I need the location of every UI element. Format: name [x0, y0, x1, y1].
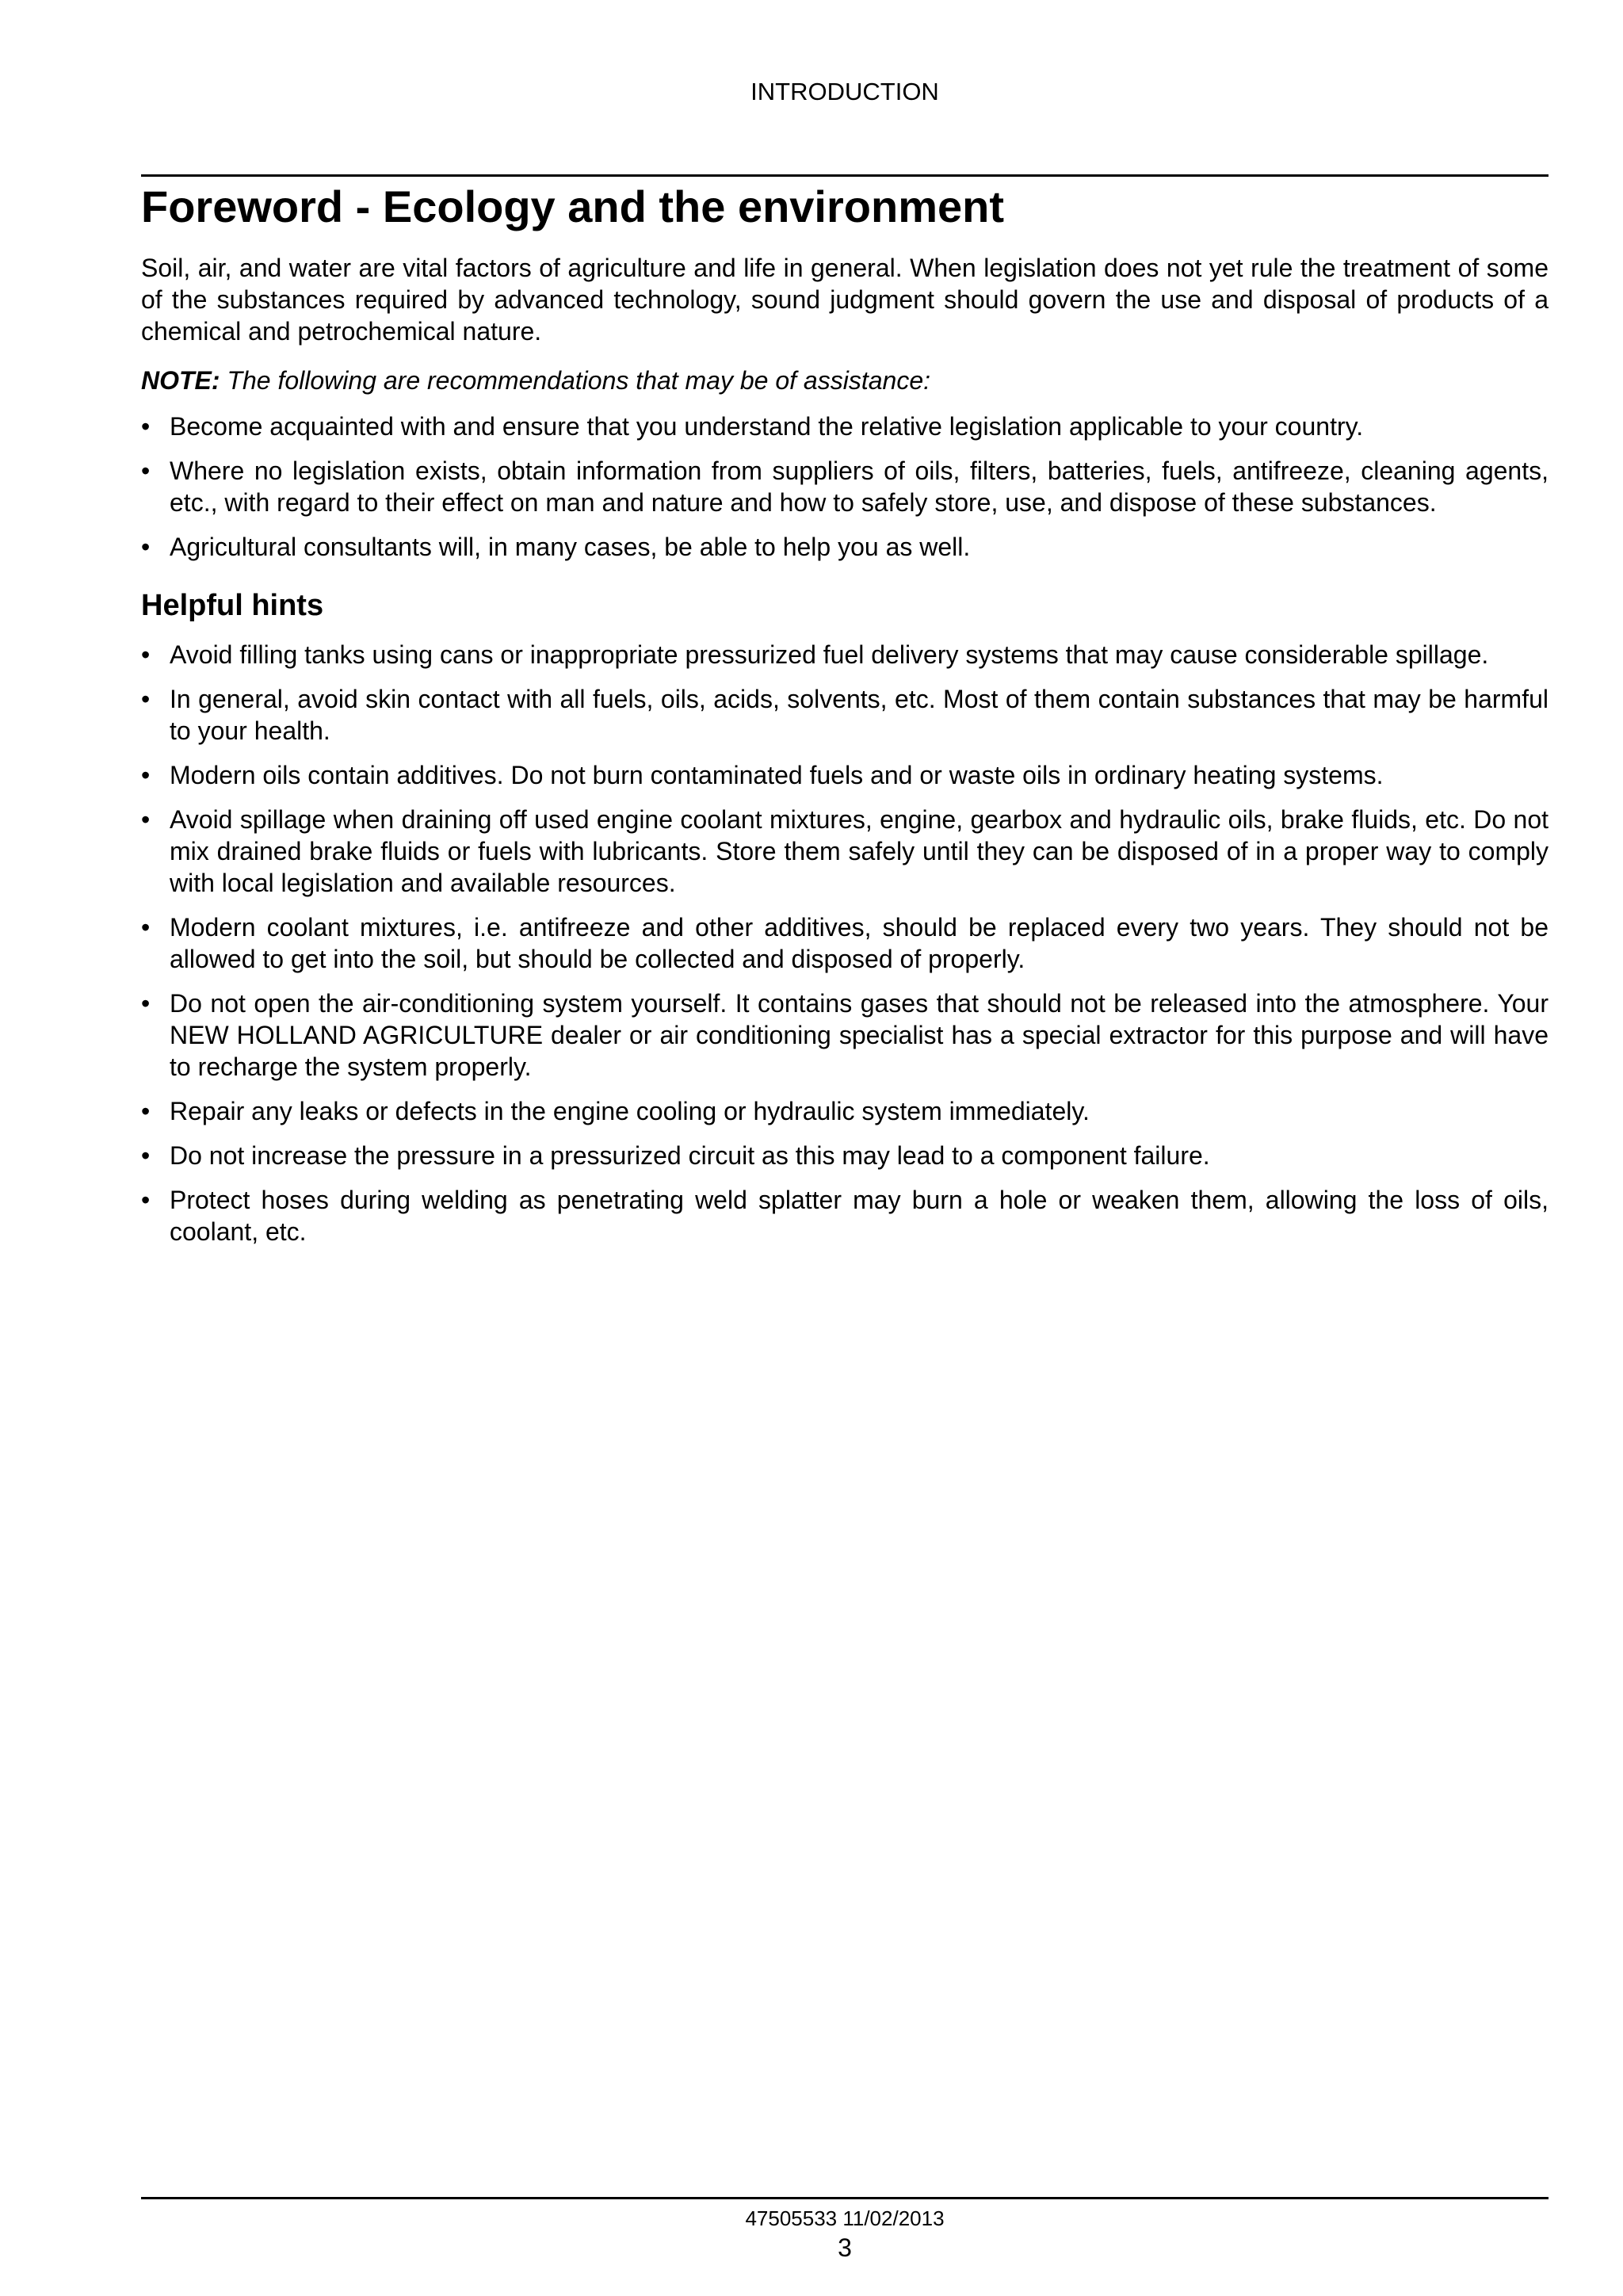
- list-item: [141, 639, 1549, 670]
- document-code: 47505533 11/02/2013: [745, 2206, 945, 2230]
- list-item: [141, 1184, 1549, 1247]
- main-content: [141, 179, 1549, 1260]
- bullet-icon: •: [141, 761, 151, 789]
- bullet-icon: •: [141, 640, 151, 669]
- list-item-text: In general, avoid skin contact with all fuels, oils, acids, solvents, etc. Most of them contain substances that may be harmful to your health.: [170, 685, 1549, 745]
- list-item-text: Protect hoses during welding as penetrating weld splatter may burn a hole or weaken them, allowing the loss of oils, coolant, etc.: [170, 1186, 1549, 1246]
- bullet-icon: •: [141, 457, 151, 485]
- bullet-icon: •: [141, 989, 151, 1018]
- list-item-text: Do not open the air-conditioning system yourself. It contains gases that should not be released into the atmosphere. Your NEW HOLLAND AGRICULTURE dealer or air conditioning specialist has a special extractor for this purpose and will have to recharge the system properly.: [170, 989, 1549, 1081]
- list-item-text: Where no legislation exists, obtain information from suppliers of oils, filters, batteries, fuels, antifreeze, cleaning agents, etc., with regard to their effect on man and nature and how to safely store, use, and dispose of these substances.: [170, 457, 1549, 517]
- list-item-text: Become acquainted with and ensure that you understand the relative legislation applicable to your country.: [170, 412, 1364, 441]
- list-item: [141, 1095, 1549, 1127]
- list-item: [141, 988, 1549, 1083]
- page-title: Foreword - Ecology and the environment: [141, 181, 1004, 231]
- list-item-text: Avoid filling tanks using cans or inappropriate pressurized fuel delivery systems that may cause considerable spillage.: [170, 640, 1489, 669]
- note-label: NOTE:: [141, 366, 220, 395]
- hints-list: [141, 639, 1549, 1247]
- document-page: [141, 0, 1549, 2296]
- list-item: [141, 455, 1549, 518]
- list-item-text: Modern coolant mixtures, i.e. antifreeze and other additives, should be replaced every two years. They should not be allowed to get into the soil, but should be collected and disposed of properly.: [170, 913, 1549, 973]
- note-paragraph: [141, 365, 1549, 396]
- bullet-icon: •: [141, 412, 151, 441]
- bullet-icon: •: [141, 805, 151, 834]
- page-number: 3: [838, 2233, 852, 2262]
- list-item: [141, 759, 1549, 791]
- bullet-icon: •: [141, 1186, 151, 1214]
- footer-divider: [141, 2197, 1549, 2199]
- list-item: [141, 683, 1549, 747]
- recommendations-list: [141, 411, 1549, 563]
- section-heading-helpful-hints: Helpful hints: [141, 589, 324, 622]
- list-item-text: Modern oils contain additives. Do not burn contaminated fuels and or waste oils in ordinary heating systems.: [170, 761, 1384, 789]
- list-item: [141, 531, 1549, 563]
- list-item-text: Avoid spillage when draining off used engine coolant mixtures, engine, gearbox and hydraulic oils, brake fluids, etc. Do not mix drained brake fluids or fuels with lubricants. Store them safely until they can be disposed of in a proper way to comply with local legislation and available resources.: [170, 805, 1549, 897]
- list-item: [141, 911, 1549, 975]
- list-item: [141, 1140, 1549, 1171]
- bullet-icon: •: [141, 685, 151, 713]
- bullet-icon: •: [141, 1141, 151, 1170]
- bullet-icon: •: [141, 533, 151, 561]
- list-item-text: Agricultural consultants will, in many cases, be able to help you as well.: [170, 533, 971, 561]
- list-item-text: Repair any leaks or defects in the engine cooling or hydraulic system immediately.: [170, 1097, 1090, 1125]
- list-item-text: Do not increase the pressure in a pressurized circuit as this may lead to a component failure.: [170, 1141, 1210, 1170]
- intro-paragraph: Soil, air, and water are vital factors of agriculture and life in general. When legislation does not yet rule the treatment of some of the substances required by advanced technology, sound judgment should govern the use and disposal of products of a chemical and petrochemical nature.: [141, 254, 1549, 346]
- bullet-icon: •: [141, 913, 151, 942]
- list-item: [141, 804, 1549, 899]
- running-header: INTRODUCTION: [750, 78, 939, 105]
- list-item: [141, 411, 1549, 442]
- note-text: The following are recommendations that may be of assistance:: [220, 366, 930, 395]
- header-divider: [141, 174, 1549, 177]
- bullet-icon: •: [141, 1097, 151, 1125]
